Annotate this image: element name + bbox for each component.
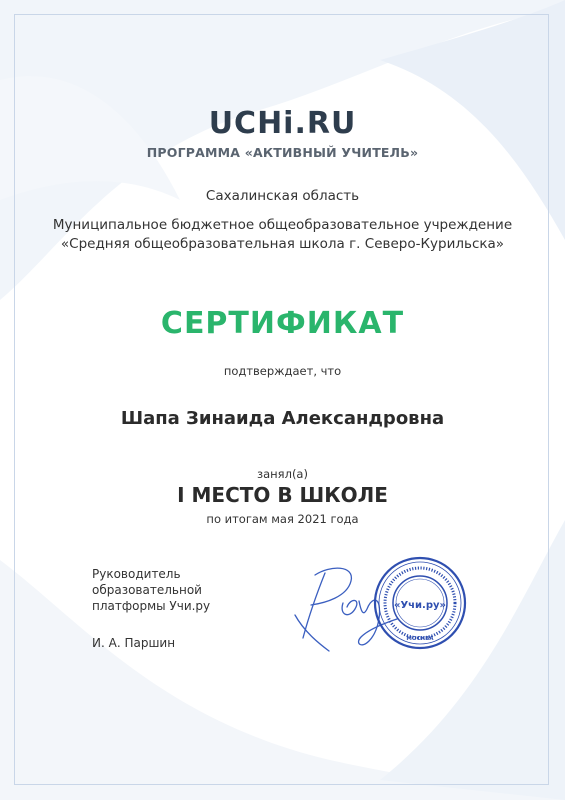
signer-role xyxy=(92,566,210,614)
certificate-title: СЕРТИФИКАТ xyxy=(160,306,405,341)
program-name: ПРОГРАММА «АКТИВНЫЙ УЧИТЕЛЬ» xyxy=(146,145,419,160)
award-period: по итогам мая 2021 года xyxy=(206,512,359,526)
signer-name: И. А. Паршин xyxy=(92,636,176,650)
institution-line-1: Муниципальное бюджетное общеобразовательное учреждение xyxy=(52,217,513,233)
recipient-name: Шапа Зинаида Александровна xyxy=(120,408,445,429)
confirms-text: подтверждает, что xyxy=(223,364,342,378)
uchi-logo: UCHi.RU xyxy=(208,106,357,141)
institution-line-2: «Средняя общеобразовательная школа г. Северо-Курильска» xyxy=(60,236,505,252)
award-place: I МЕСТО В ШКОЛЕ xyxy=(177,483,388,507)
official-seal xyxy=(372,555,468,651)
seal-center-text: «Учи.ру» xyxy=(394,600,446,611)
signer-role-line-1: Руководитель xyxy=(92,567,181,581)
seal-city-text: МОСКВА xyxy=(406,636,434,642)
took-text: занял(а) xyxy=(257,467,308,481)
signer-role-line-3: платформы Учи.ру xyxy=(92,599,211,613)
region-text: Сахалинская область xyxy=(205,188,360,204)
signer-role-line-2: образовательной xyxy=(92,583,202,597)
